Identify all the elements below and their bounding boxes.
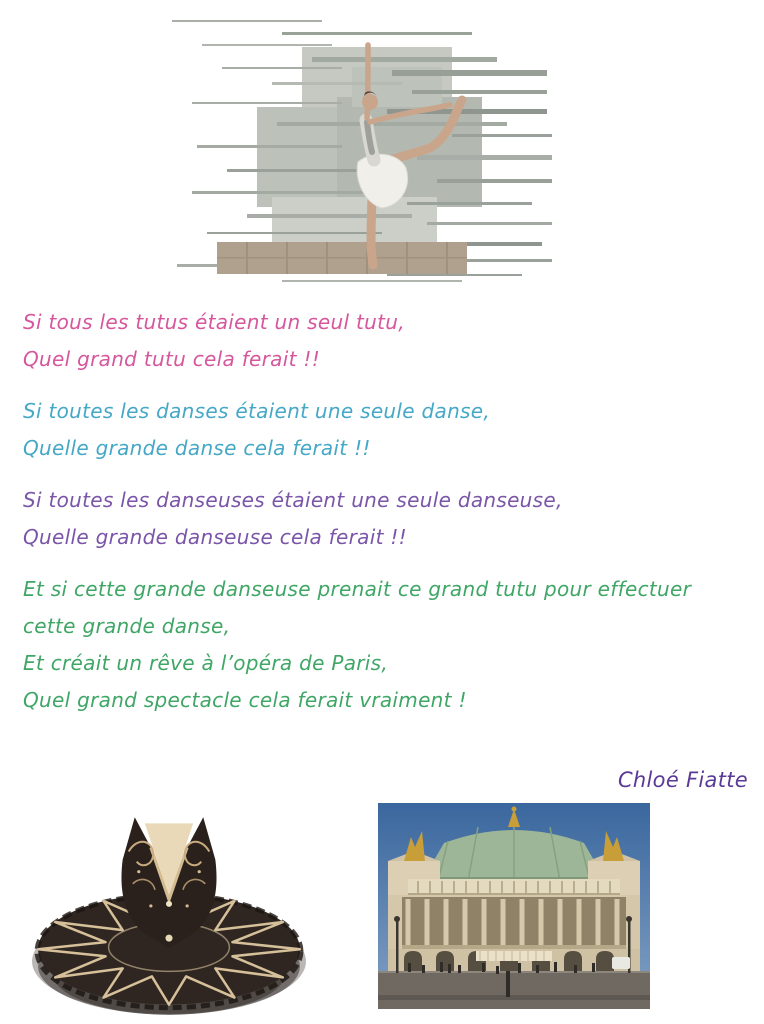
poem-stanza-3 (23, 482, 743, 556)
author-signature: Chloé Fiatte (617, 768, 748, 792)
arcade (388, 949, 640, 973)
poem-line: Quelle grande danseuse cela ferait !! (23, 525, 407, 549)
poem-line: Si tous les tutus étaient un seul tutu, (23, 310, 405, 334)
poem-line: Quel grand spectacle cela ferait vraiment ! (23, 688, 467, 712)
poem-stanza-2 (23, 393, 743, 467)
poem (23, 304, 743, 734)
poem-line: Si toutes les danseuses étaient une seule danseuse, (23, 488, 563, 512)
poem-line: Et créait un rêve à l’opéra de Paris, (23, 651, 389, 675)
attic-frieze (408, 879, 620, 897)
ballet-dancer-motion-image (162, 12, 560, 290)
poem-line: cette grande danse, (23, 614, 231, 638)
black-tutu-image (28, 813, 310, 1020)
poem-line: Et si cette grande danseuse prenait ce grand tutu pour effectuer (23, 577, 692, 601)
paris-opera-image (378, 802, 650, 1010)
poem-stanza-1 (23, 304, 743, 378)
poem-line: Quel grand tutu cela ferait !! (23, 347, 321, 371)
wood-floor (217, 242, 467, 274)
poem-stanza-4 (23, 571, 743, 719)
poem-line: Quelle grande danse cela ferait !! (23, 436, 371, 460)
poem-line: Si toutes les danses étaient une seule danse, (23, 399, 491, 423)
